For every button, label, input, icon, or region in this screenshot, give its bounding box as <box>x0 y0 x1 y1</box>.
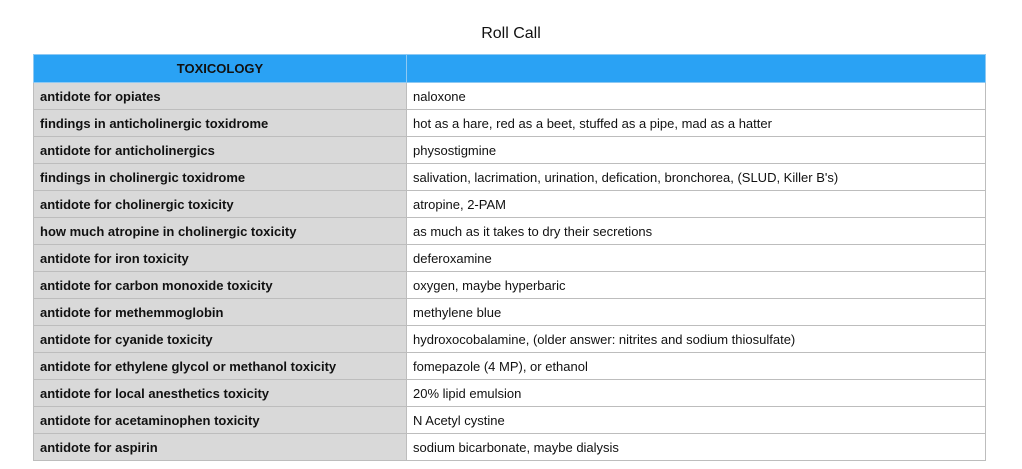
table-row <box>34 137 986 164</box>
header-cell-blank <box>407 55 986 83</box>
table-row <box>34 326 986 353</box>
question-cell: antidote for anticholinergics <box>34 137 407 164</box>
answer-cell: hot as a hare, red as a beet, stuffed as a pipe, mad as a hatter <box>407 110 986 137</box>
table-row <box>34 110 986 137</box>
answer-cell: hydroxocobalamine, (older answer: nitrites and sodium thiosulfate) <box>407 326 986 353</box>
table-row <box>34 83 986 110</box>
question-cell: antidote for carbon monoxide toxicity <box>34 272 407 299</box>
table-row <box>34 164 986 191</box>
answer-cell: sodium bicarbonate, maybe dialysis <box>407 434 986 461</box>
table-row <box>34 218 986 245</box>
question-cell: antidote for cyanide toxicity <box>34 326 407 353</box>
answer-cell: atropine, 2-PAM <box>407 191 986 218</box>
table-body <box>34 83 986 461</box>
question-cell: antidote for iron toxicity <box>34 245 407 272</box>
table-row <box>34 272 986 299</box>
answer-cell: salivation, lacrimation, urination, defication, bronchorea, (SLUD, Killer B's) <box>407 164 986 191</box>
table-row <box>34 191 986 218</box>
answer-cell: N Acetyl cystine <box>407 407 986 434</box>
page-title: Roll Call <box>481 25 541 42</box>
answer-cell: methylene blue <box>407 299 986 326</box>
answer-cell: 20% lipid emulsion <box>407 380 986 407</box>
answer-cell: deferoxamine <box>407 245 986 272</box>
question-cell: antidote for ethylene glycol or methanol toxicity <box>34 353 407 380</box>
question-cell: antidote for cholinergic toxicity <box>34 191 407 218</box>
answer-cell: oxygen, maybe hyperbaric <box>407 272 986 299</box>
answer-cell: physostigmine <box>407 137 986 164</box>
table-row <box>34 434 986 461</box>
question-cell: antidote for opiates <box>34 83 407 110</box>
table-header <box>34 55 986 83</box>
question-cell: antidote for aspirin <box>34 434 407 461</box>
header-cell-category: TOXICOLOGY <box>34 55 407 83</box>
table-row <box>34 299 986 326</box>
question-cell: antidote for acetaminophen toxicity <box>34 407 407 434</box>
answer-cell: fomepazole (4 MP), or ethanol <box>407 353 986 380</box>
answer-cell: naloxone <box>407 83 986 110</box>
answer-cell: as much as it takes to dry their secretions <box>407 218 986 245</box>
table-row <box>34 353 986 380</box>
question-cell: antidote for methemmoglobin <box>34 299 407 326</box>
question-cell: findings in cholinergic toxidrome <box>34 164 407 191</box>
question-cell: how much atropine in cholinergic toxicity <box>34 218 407 245</box>
table-row <box>34 407 986 434</box>
question-cell: antidote for local anesthetics toxicity <box>34 380 407 407</box>
question-cell: findings in anticholinergic toxidrome <box>34 110 407 137</box>
header-row <box>34 55 986 83</box>
table-row <box>34 245 986 272</box>
toxicology-table <box>33 54 986 461</box>
table-row <box>34 380 986 407</box>
